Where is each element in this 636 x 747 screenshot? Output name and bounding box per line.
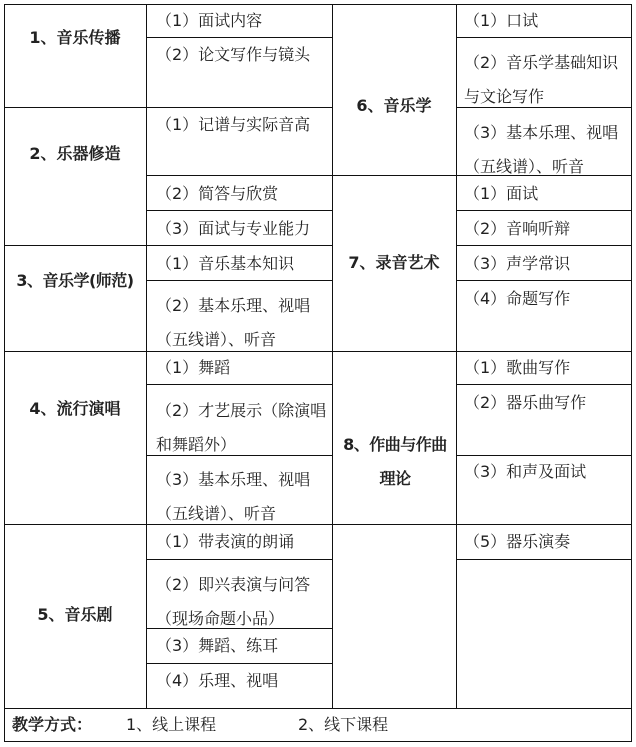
table-border-right <box>631 4 632 742</box>
list-item: （5）器乐演奏 <box>464 532 571 551</box>
row-divider <box>456 524 632 525</box>
list-item: （1）记谱与实际音高 <box>156 115 311 134</box>
row-divider <box>456 245 632 246</box>
row-divider <box>456 280 632 281</box>
row-divider <box>4 351 147 352</box>
row-divider <box>332 351 457 352</box>
category-label: 4、流行演唱 <box>29 399 121 418</box>
list-item: （3）基本乐理、视唱（五线谱）、听音 <box>464 123 619 176</box>
row-divider <box>456 384 632 385</box>
list-item: （1）音乐基本知识 <box>156 254 295 273</box>
list-item: （2）音乐学基础知识与文论写作 <box>464 53 619 106</box>
footer-divider <box>4 708 632 709</box>
list-item: （3）面试与专业能力 <box>156 219 311 238</box>
category-label: 8、作曲与作曲理论 <box>343 435 447 488</box>
table-border-left <box>4 4 5 742</box>
row-divider <box>146 559 333 560</box>
category-label: 7、录音艺术 <box>348 253 440 272</box>
list-item: （1）带表演的朗诵 <box>156 532 295 551</box>
col-divider <box>456 4 457 708</box>
table-border-top <box>4 4 632 5</box>
list-item: （4）乐理、视唱 <box>156 671 279 690</box>
category-label: 6、音乐学 <box>356 96 432 115</box>
row-divider <box>332 524 457 525</box>
category-label: 2、乐器修造 <box>29 144 121 163</box>
list-item: （2）即兴表演与问答（现场命题小品） <box>156 575 311 628</box>
list-item: （2）音响听辩 <box>464 219 571 238</box>
list-item: （3）声学常识 <box>464 254 571 273</box>
teaching-mode-option: 2、线下课程 <box>298 715 389 734</box>
list-item: （4）命题写作 <box>464 289 571 308</box>
col-divider <box>146 4 147 708</box>
list-item: （2）器乐曲写作 <box>464 393 587 412</box>
list-item: （2）才艺展示（除演唱和舞蹈外） <box>156 401 327 454</box>
row-divider <box>146 175 333 176</box>
row-divider <box>146 384 333 385</box>
row-divider <box>146 245 333 246</box>
row-divider <box>4 107 147 108</box>
row-divider <box>456 351 632 352</box>
row-divider <box>146 37 333 38</box>
list-item: （3）和声及面试 <box>464 462 587 481</box>
list-item: （2）基本乐理、视唱（五线谱）、听音 <box>156 296 311 349</box>
row-divider <box>456 37 632 38</box>
list-item: （3）舞蹈、练耳 <box>156 636 279 655</box>
teaching-mode-label: 教学方式： <box>12 715 93 734</box>
category-label: 1、音乐传播 <box>29 28 121 47</box>
row-divider <box>146 107 333 108</box>
category-label: 5、音乐剧 <box>37 605 113 624</box>
list-item: （2）论文写作与镜头 <box>156 45 311 64</box>
teaching-mode-option: 1、线上课程 <box>126 715 217 734</box>
list-item: （3）基本乐理、视唱（五线谱）、听音 <box>156 470 311 523</box>
list-item: （2）简答与欣赏 <box>156 184 279 203</box>
list-item: （1）口试 <box>464 11 539 30</box>
row-divider <box>4 245 147 246</box>
list-item: （1）面试 <box>464 184 539 203</box>
category-label: 3、音乐学(师范) <box>16 271 134 290</box>
row-divider <box>146 210 333 211</box>
row-divider <box>332 175 457 176</box>
table-border-bottom <box>4 741 632 742</box>
row-divider <box>456 210 632 211</box>
row-divider <box>4 524 147 525</box>
row-divider <box>146 280 333 281</box>
row-divider <box>456 455 632 456</box>
list-item: （1）歌曲写作 <box>464 358 571 377</box>
row-divider <box>146 663 333 664</box>
list-item: （1）面试内容 <box>156 11 263 30</box>
list-item: （1）舞蹈 <box>156 358 231 377</box>
row-divider <box>456 559 632 560</box>
